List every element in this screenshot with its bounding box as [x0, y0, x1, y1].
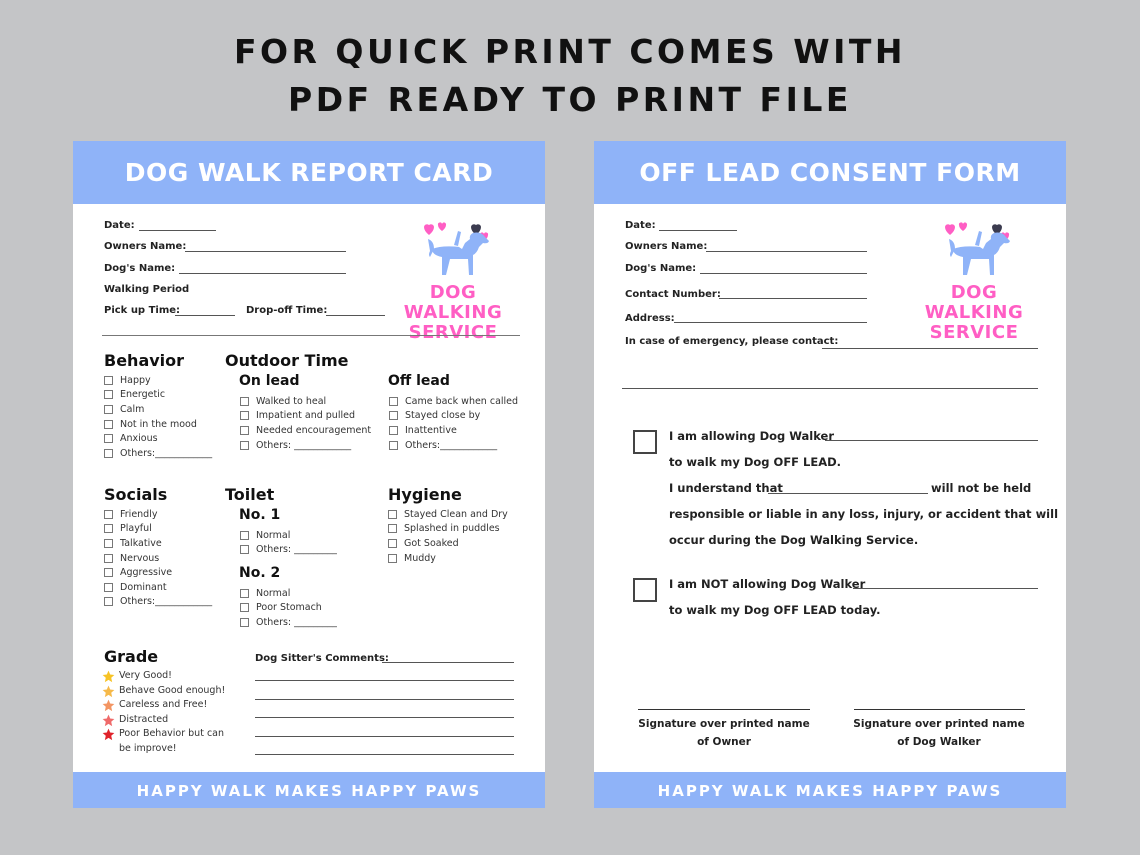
- contact-number-field[interactable]: [719, 298, 867, 299]
- dropoff-time-label: Drop-off Time:: [246, 305, 328, 316]
- grade-label: Careless and Free!: [119, 699, 208, 711]
- checkbox-label: Muddy: [404, 552, 436, 564]
- checkbox-label: Happy: [120, 374, 151, 386]
- sig-line-1: Signature over printed name: [853, 718, 1025, 730]
- behavior-heading: Behavior: [104, 351, 185, 370]
- walking-period-label: Walking Period: [104, 284, 190, 295]
- checkbox-label: Impatient and pulled: [256, 410, 355, 422]
- checkbox-item[interactable]: [388, 522, 508, 537]
- behavior-list: [104, 373, 212, 461]
- allow-line-3b: will not be held: [931, 481, 1032, 495]
- report-logo-text: [378, 283, 528, 343]
- comments-line[interactable]: [255, 717, 514, 718]
- checkbox-label: Inattentive: [405, 424, 457, 436]
- dog-logo-icon: [416, 221, 496, 279]
- pickup-time-field[interactable]: [175, 315, 235, 316]
- checkbox[interactable]: [240, 426, 249, 435]
- checkbox[interactable]: [104, 390, 113, 399]
- checkbox[interactable]: [104, 449, 113, 458]
- checkbox-item[interactable]: [388, 536, 508, 551]
- checkbox[interactable]: [388, 510, 397, 519]
- outdoor-time-heading: Outdoor Time: [225, 351, 349, 370]
- checkbox-label: Needed encouragement: [256, 424, 372, 436]
- checkbox-item[interactable]: [389, 423, 518, 438]
- star-icon: [102, 728, 115, 741]
- checkbox-label: Playful: [120, 523, 152, 535]
- owner-signature-line[interactable]: [638, 709, 810, 710]
- grade-item[interactable]: [102, 669, 242, 684]
- checkbox-item[interactable]: [104, 388, 212, 403]
- owners-name-field[interactable]: [706, 251, 867, 252]
- star-icon: [102, 685, 115, 698]
- headline-line-1: FOR QUICK PRINT COMES WITH: [233, 32, 907, 71]
- grade-item[interactable]: [102, 713, 242, 728]
- checkbox[interactable]: [104, 568, 113, 577]
- checkbox[interactable]: [104, 524, 113, 533]
- checkbox-item[interactable]: [388, 507, 508, 522]
- off-lead-list: [389, 394, 518, 452]
- checkbox-label: Came back when called: [405, 395, 519, 407]
- comments-line[interactable]: [382, 662, 514, 663]
- checkbox[interactable]: [104, 376, 113, 385]
- report-footer: HAPPY WALK MAKES HAPPY PAWS: [73, 772, 545, 808]
- checkbox-label: Poor Stomach: [256, 602, 322, 614]
- date-field[interactable]: [659, 230, 737, 231]
- report-card-title: DOG WALK REPORT CARD: [73, 141, 545, 204]
- allow-line-4: responsible or liable in any loss, injury, or accident that will: [669, 507, 1059, 521]
- checkbox-item[interactable]: [104, 417, 212, 432]
- checkbox[interactable]: [240, 411, 249, 420]
- checkbox[interactable]: [104, 510, 113, 519]
- grade-label: Distracted: [119, 713, 169, 725]
- checkbox-label: Energetic: [120, 389, 166, 401]
- checkbox-item[interactable]: [389, 438, 518, 453]
- star-icon: [102, 670, 115, 683]
- comments-line[interactable]: [255, 699, 514, 700]
- date-label: Date:: [104, 220, 135, 231]
- checkbox-item[interactable]: [240, 438, 371, 453]
- no1-list: [240, 528, 337, 557]
- dogs-name-label: Dog's Name:: [104, 263, 176, 274]
- comments-line[interactable]: [255, 754, 514, 755]
- deny-line-1: I am NOT allowing Dog Walker: [669, 577, 866, 591]
- checkbox[interactable]: [240, 441, 249, 450]
- checkbox-item[interactable]: [240, 423, 371, 438]
- pickup-time-label: Pick up Time:: [104, 305, 181, 316]
- dogs-name-label: Dog's Name:: [625, 263, 697, 274]
- owners-name-label: Owners Name:: [104, 241, 187, 252]
- walker-signature-line[interactable]: [854, 709, 1025, 710]
- sig-line-2: of Dog Walker: [897, 736, 981, 748]
- checkbox[interactable]: [104, 583, 113, 592]
- no2-list: [240, 586, 337, 630]
- checkbox-label: Others:____________: [405, 439, 498, 451]
- star-icon: [102, 714, 115, 727]
- socials-heading: Socials: [104, 485, 168, 504]
- checkbox[interactable]: [389, 411, 398, 420]
- checkbox-item[interactable]: [104, 507, 212, 522]
- logo-line-1: DOG WALKING: [924, 282, 1024, 323]
- owners-name-field[interactable]: [185, 251, 346, 252]
- checkbox-item[interactable]: [104, 595, 212, 610]
- checkbox-label: Others: _________: [256, 544, 337, 556]
- checkbox-item[interactable]: [240, 615, 337, 630]
- consent-form-title: OFF LEAD CONSENT FORM: [594, 141, 1066, 204]
- walker-name-field[interactable]: [768, 493, 928, 494]
- grade-item[interactable]: [102, 684, 242, 699]
- star-icon: [102, 699, 115, 712]
- checkbox[interactable]: [240, 397, 249, 406]
- checkbox-item[interactable]: [240, 394, 371, 409]
- checkbox[interactable]: [240, 545, 249, 554]
- logo-line-2: SERVICE: [929, 322, 1019, 343]
- allow-line-1: I am allowing Dog Walker: [669, 429, 835, 443]
- checkbox[interactable]: [240, 618, 249, 627]
- checkbox-label: Nervous: [120, 552, 160, 564]
- checkbox[interactable]: [104, 434, 113, 443]
- checkbox[interactable]: [388, 539, 397, 548]
- checkbox-item[interactable]: [104, 522, 212, 537]
- checkbox-item[interactable]: [104, 536, 212, 551]
- checkbox-label: Normal: [256, 587, 291, 599]
- checkbox-label: Normal: [256, 529, 291, 541]
- consent-form-page: [594, 141, 1066, 808]
- checkbox-label: Others:____________: [120, 596, 213, 608]
- grade-heading: Grade: [104, 647, 159, 666]
- checkbox-item[interactable]: [240, 528, 337, 543]
- headline-line-2: PDF READY TO PRINT FILE: [288, 80, 852, 119]
- dog-walker-name-field[interactable]: [825, 440, 1038, 441]
- date-field[interactable]: [139, 230, 216, 231]
- checkbox[interactable]: [240, 603, 249, 612]
- checkbox-label: Others: ____________: [256, 439, 352, 451]
- checkbox-label: Calm: [120, 403, 145, 415]
- logo-line-1: DOG WALKING: [403, 282, 503, 323]
- checkbox-label: Splashed in puddles: [404, 523, 500, 535]
- checkbox-label: Not in the mood: [120, 418, 197, 430]
- checkbox-item[interactable]: [389, 394, 518, 409]
- on-lead-list: [240, 394, 371, 452]
- address-field[interactable]: [674, 322, 867, 323]
- toilet-heading: Toilet: [225, 485, 275, 504]
- grade-item[interactable]: [102, 727, 242, 756]
- checkbox-item[interactable]: [104, 373, 212, 388]
- sig-line-1: Signature over printed name: [638, 718, 810, 730]
- report-card-page: [73, 141, 545, 808]
- checkbox[interactable]: [240, 531, 249, 540]
- socials-list: [104, 507, 212, 609]
- contact-number-label: Contact Number:: [625, 289, 721, 300]
- checkbox-item[interactable]: [104, 431, 212, 446]
- checkbox-item[interactable]: [240, 601, 337, 616]
- emergency-contact-field[interactable]: [822, 348, 1038, 349]
- dog-logo-icon: [937, 221, 1017, 279]
- allow-line-3a: I understand that: [669, 481, 783, 495]
- grade-list: [102, 669, 242, 757]
- emergency-contact-label: In case of emergency, please contact:: [625, 336, 839, 347]
- dropoff-time-field[interactable]: [326, 315, 385, 316]
- checkbox[interactable]: [104, 539, 113, 548]
- no1-heading: No. 1: [239, 507, 281, 523]
- grade-item[interactable]: [102, 698, 242, 713]
- deny-line-2: to walk my Dog OFF LEAD today.: [669, 603, 881, 617]
- checkbox-item[interactable]: [104, 402, 212, 417]
- emergency-contact-field-2[interactable]: [622, 388, 1038, 389]
- checkbox-item[interactable]: [104, 446, 212, 461]
- date-label: Date:: [625, 220, 656, 231]
- checkbox[interactable]: [104, 405, 113, 414]
- checkbox[interactable]: [388, 524, 397, 533]
- checkbox-item[interactable]: [104, 565, 212, 580]
- no2-heading: No. 2: [239, 565, 281, 581]
- grade-label: Poor Behavior but can be improve!: [119, 728, 225, 754]
- allow-line-5: occur during the Dog Walking Service.: [669, 533, 919, 547]
- checkbox-label: Dominant: [120, 581, 167, 593]
- grade-label: Behave Good enough!: [119, 684, 226, 696]
- checkbox-label: Walked to heal: [256, 395, 327, 407]
- off-lead-heading: Off lead: [388, 373, 450, 389]
- owner-signature-label: [624, 715, 824, 751]
- header-divider: [102, 335, 520, 336]
- checkbox-label: Got Soaked: [404, 537, 459, 549]
- checkbox-label: Anxious: [120, 433, 158, 445]
- checkbox-item[interactable]: [389, 409, 518, 424]
- checkbox-label: Stayed Clean and Dry: [404, 508, 508, 520]
- checkbox[interactable]: [104, 597, 113, 606]
- consent-footer: HAPPY WALK MAKES HAPPY PAWS: [594, 772, 1066, 808]
- checkbox-item[interactable]: [240, 586, 337, 601]
- comments-line[interactable]: [255, 680, 514, 681]
- dogs-name-field[interactable]: [179, 273, 346, 274]
- checkbox-item[interactable]: [388, 551, 508, 566]
- checkbox-label: Friendly: [120, 508, 158, 520]
- dog-walker-name-field-2[interactable]: [853, 588, 1038, 589]
- checkbox-label: Aggressive: [120, 567, 173, 579]
- hygiene-list: [388, 507, 508, 565]
- sig-line-2: of Owner: [697, 736, 751, 748]
- checkbox-label: Others:____________: [120, 447, 213, 459]
- walker-signature-label: [839, 715, 1039, 751]
- checkbox[interactable]: [389, 426, 398, 435]
- comments-label: Dog Sitter's Comments:: [255, 653, 389, 664]
- checkbox-label: Others: _________: [256, 616, 337, 628]
- checkbox-item[interactable]: [240, 409, 371, 424]
- allow-checkbox[interactable]: [633, 430, 657, 454]
- address-label: Address:: [625, 313, 675, 324]
- checkbox-item[interactable]: [240, 543, 337, 558]
- logo-line-2: SERVICE: [408, 322, 498, 343]
- dogs-name-field[interactable]: [700, 273, 867, 274]
- on-lead-heading: On lead: [239, 373, 300, 389]
- checkbox[interactable]: [389, 397, 398, 406]
- deny-checkbox[interactable]: [633, 578, 657, 602]
- checkbox-item[interactable]: [104, 551, 212, 566]
- hygiene-heading: Hygiene: [388, 485, 462, 504]
- consent-logo-text: [899, 283, 1049, 343]
- checkbox-item[interactable]: [104, 580, 212, 595]
- checkbox[interactable]: [104, 554, 113, 563]
- allow-line-2: to walk my Dog OFF LEAD.: [669, 455, 842, 469]
- checkbox[interactable]: [388, 554, 397, 563]
- grade-label: Very Good!: [119, 670, 172, 681]
- checkbox[interactable]: [240, 589, 249, 598]
- comments-line[interactable]: [255, 736, 514, 737]
- checkbox-label: Talkative: [120, 537, 162, 549]
- headline: [0, 28, 1140, 124]
- checkbox[interactable]: [389, 441, 398, 450]
- checkbox[interactable]: [104, 420, 113, 429]
- checkbox-label: Stayed close by: [405, 410, 481, 422]
- owners-name-label: Owners Name:: [625, 241, 708, 252]
